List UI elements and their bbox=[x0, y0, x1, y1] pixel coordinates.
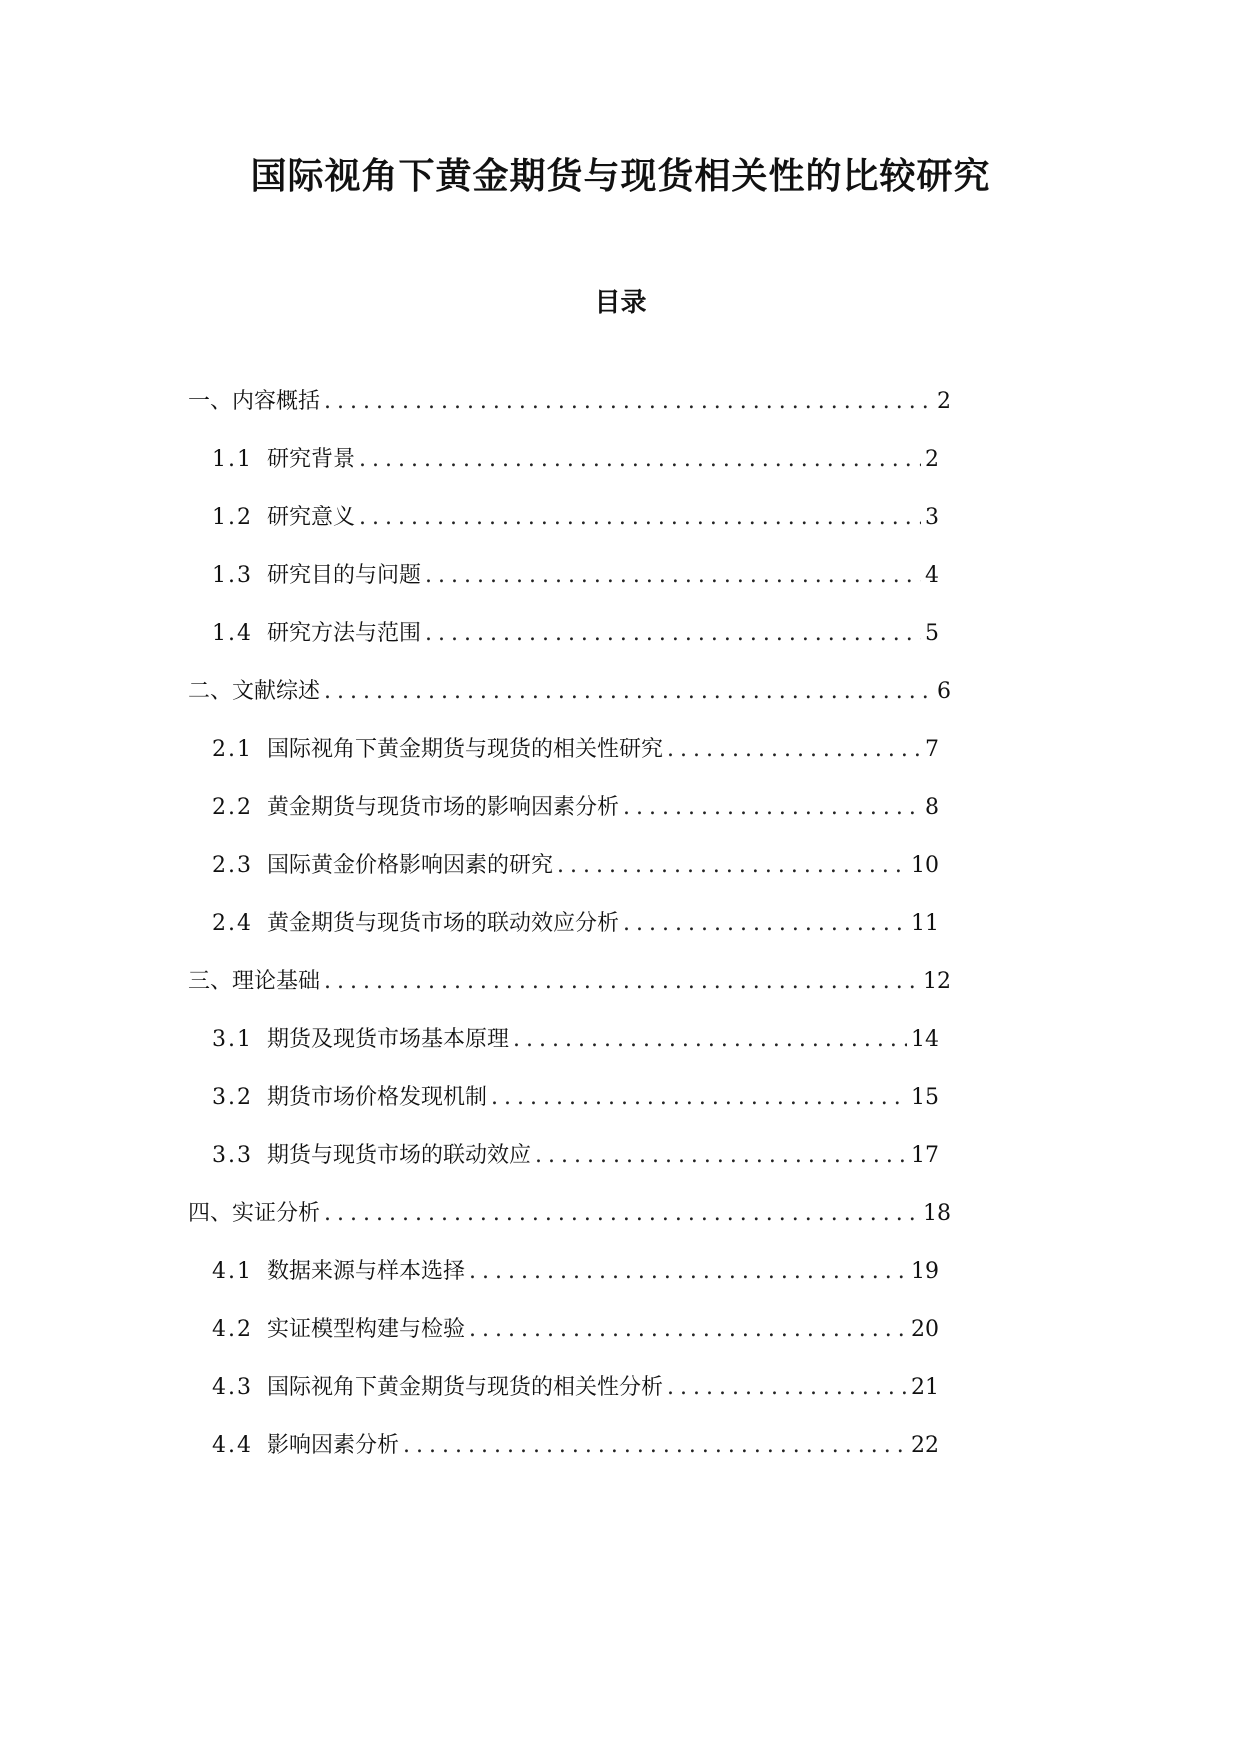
dot-leader bbox=[359, 440, 921, 480]
toc-section-4-1[interactable] bbox=[212, 1252, 939, 1292]
toc-page-number: 6 bbox=[937, 679, 951, 704]
toc-section-number: 2.3 bbox=[212, 853, 253, 878]
toc-section-2-1[interactable] bbox=[212, 730, 939, 770]
toc-page-number: 22 bbox=[911, 1433, 939, 1458]
dot-leader bbox=[324, 382, 933, 422]
toc-page-number: 20 bbox=[911, 1317, 939, 1342]
toc-section-3-2[interactable] bbox=[212, 1078, 939, 1118]
toc-entry-label: 期货与现货市场的联动效应 bbox=[267, 1143, 532, 1168]
toc-section-2-2[interactable] bbox=[212, 788, 939, 828]
dot-leader bbox=[623, 904, 907, 944]
toc-page-number: 7 bbox=[925, 737, 939, 762]
toc-entry-label: 二、文献综述 bbox=[188, 679, 321, 704]
dot-leader bbox=[513, 1020, 907, 1060]
toc-chapter-3[interactable] bbox=[188, 962, 951, 1002]
toc-section-1-2[interactable] bbox=[212, 498, 939, 538]
toc-section-number: 4.3 bbox=[212, 1375, 253, 1400]
toc-section-number: 1.1 bbox=[212, 447, 253, 472]
toc-entry-label: 期货市场价格发现机制 bbox=[267, 1085, 488, 1110]
dot-leader bbox=[469, 1310, 907, 1350]
dot-leader bbox=[324, 1194, 919, 1234]
toc-page-number: 14 bbox=[911, 1027, 939, 1052]
toc-entry-label: 国际视角下黄金期货与现货的相关性分析 bbox=[267, 1375, 664, 1400]
dot-leader bbox=[425, 614, 921, 654]
toc-section-2-4[interactable] bbox=[212, 904, 939, 944]
toc-page-number: 19 bbox=[911, 1259, 939, 1284]
toc-entry-label: 国际视角下黄金期货与现货的相关性研究 bbox=[267, 737, 664, 762]
toc-section-number: 2.2 bbox=[212, 795, 253, 820]
toc-section-4-3[interactable] bbox=[212, 1368, 939, 1408]
toc-chapter-1[interactable] bbox=[188, 382, 951, 422]
toc-page-number: 5 bbox=[925, 621, 939, 646]
toc-entry-label: 四、实证分析 bbox=[188, 1201, 321, 1226]
toc-section-1-4[interactable] bbox=[212, 614, 939, 654]
toc-section-number: 1.3 bbox=[212, 563, 253, 588]
toc-section-number: 4.4 bbox=[212, 1433, 253, 1458]
toc-section-number: 2.1 bbox=[212, 737, 253, 762]
toc-section-4-4[interactable] bbox=[212, 1426, 939, 1466]
dot-leader bbox=[491, 1078, 907, 1118]
toc-heading: 目录 bbox=[594, 288, 647, 318]
toc-entry-label: 研究方法与范围 bbox=[267, 621, 422, 646]
toc-entry-label: 黄金期货与现货市场的联动效应分析 bbox=[267, 911, 620, 936]
toc-section-3-3[interactable] bbox=[212, 1136, 939, 1176]
toc-page-number: 4 bbox=[925, 563, 939, 588]
toc-page-number: 11 bbox=[911, 911, 939, 936]
dot-leader bbox=[324, 672, 933, 712]
toc-section-3-1[interactable] bbox=[212, 1020, 939, 1060]
dot-leader bbox=[557, 846, 907, 886]
toc-page-number: 15 bbox=[911, 1085, 939, 1110]
dot-leader bbox=[324, 962, 919, 1002]
toc-page-number: 3 bbox=[925, 505, 939, 530]
toc-chapter-2[interactable] bbox=[188, 672, 951, 712]
toc-page-number: 21 bbox=[911, 1375, 939, 1400]
dot-leader bbox=[623, 788, 921, 828]
dot-leader bbox=[359, 498, 921, 538]
toc-entry-label: 三、理论基础 bbox=[188, 969, 321, 994]
toc-section-number: 1.2 bbox=[212, 505, 253, 530]
toc-section-4-2[interactable] bbox=[212, 1310, 939, 1350]
toc-entry-label: 研究目的与问题 bbox=[267, 563, 422, 588]
dot-leader bbox=[425, 556, 921, 596]
toc-page-number: 8 bbox=[925, 795, 939, 820]
toc-section-number: 2.4 bbox=[212, 911, 253, 936]
toc-page-number: 2 bbox=[925, 447, 939, 472]
toc-chapter-4[interactable] bbox=[188, 1194, 951, 1234]
toc-page-number: 17 bbox=[911, 1143, 939, 1168]
toc-page-number: 12 bbox=[923, 969, 951, 994]
toc-section-number: 4.1 bbox=[212, 1259, 253, 1284]
toc-page-number: 10 bbox=[911, 853, 939, 878]
toc-entry-label: 实证模型构建与检验 bbox=[267, 1317, 466, 1342]
dot-leader bbox=[667, 730, 921, 770]
toc-section-number: 3.1 bbox=[212, 1027, 253, 1052]
toc-section-number: 3.2 bbox=[212, 1085, 253, 1110]
toc-entry-label: 研究意义 bbox=[267, 505, 356, 530]
dot-leader bbox=[667, 1368, 907, 1408]
toc-section-1-3[interactable] bbox=[212, 556, 939, 596]
document-title: 国际视角下黄金期货与现货相关性的比较研究 bbox=[250, 155, 991, 197]
toc-entry-label: 数据来源与样本选择 bbox=[267, 1259, 466, 1284]
toc-entry-label: 黄金期货与现货市场的影响因素分析 bbox=[267, 795, 620, 820]
toc-entry-label: 期货及现货市场基本原理 bbox=[267, 1027, 510, 1052]
toc-entry-label: 一、内容概括 bbox=[188, 389, 321, 414]
toc-section-number: 3.3 bbox=[212, 1143, 253, 1168]
toc-entry-label: 研究背景 bbox=[267, 447, 356, 472]
dot-leader bbox=[403, 1426, 907, 1466]
toc-section-1-1[interactable] bbox=[212, 440, 939, 480]
toc-entry-label: 国际黄金价格影响因素的研究 bbox=[267, 853, 554, 878]
toc-section-2-3[interactable] bbox=[212, 846, 939, 886]
toc-section-number: 1.4 bbox=[212, 621, 253, 646]
toc-entry-label: 影响因素分析 bbox=[267, 1433, 400, 1458]
toc-page-number: 2 bbox=[937, 389, 951, 414]
toc-page-number: 18 bbox=[923, 1201, 951, 1226]
dot-leader bbox=[535, 1136, 907, 1176]
toc-section-number: 4.2 bbox=[212, 1317, 253, 1342]
dot-leader bbox=[469, 1252, 907, 1292]
